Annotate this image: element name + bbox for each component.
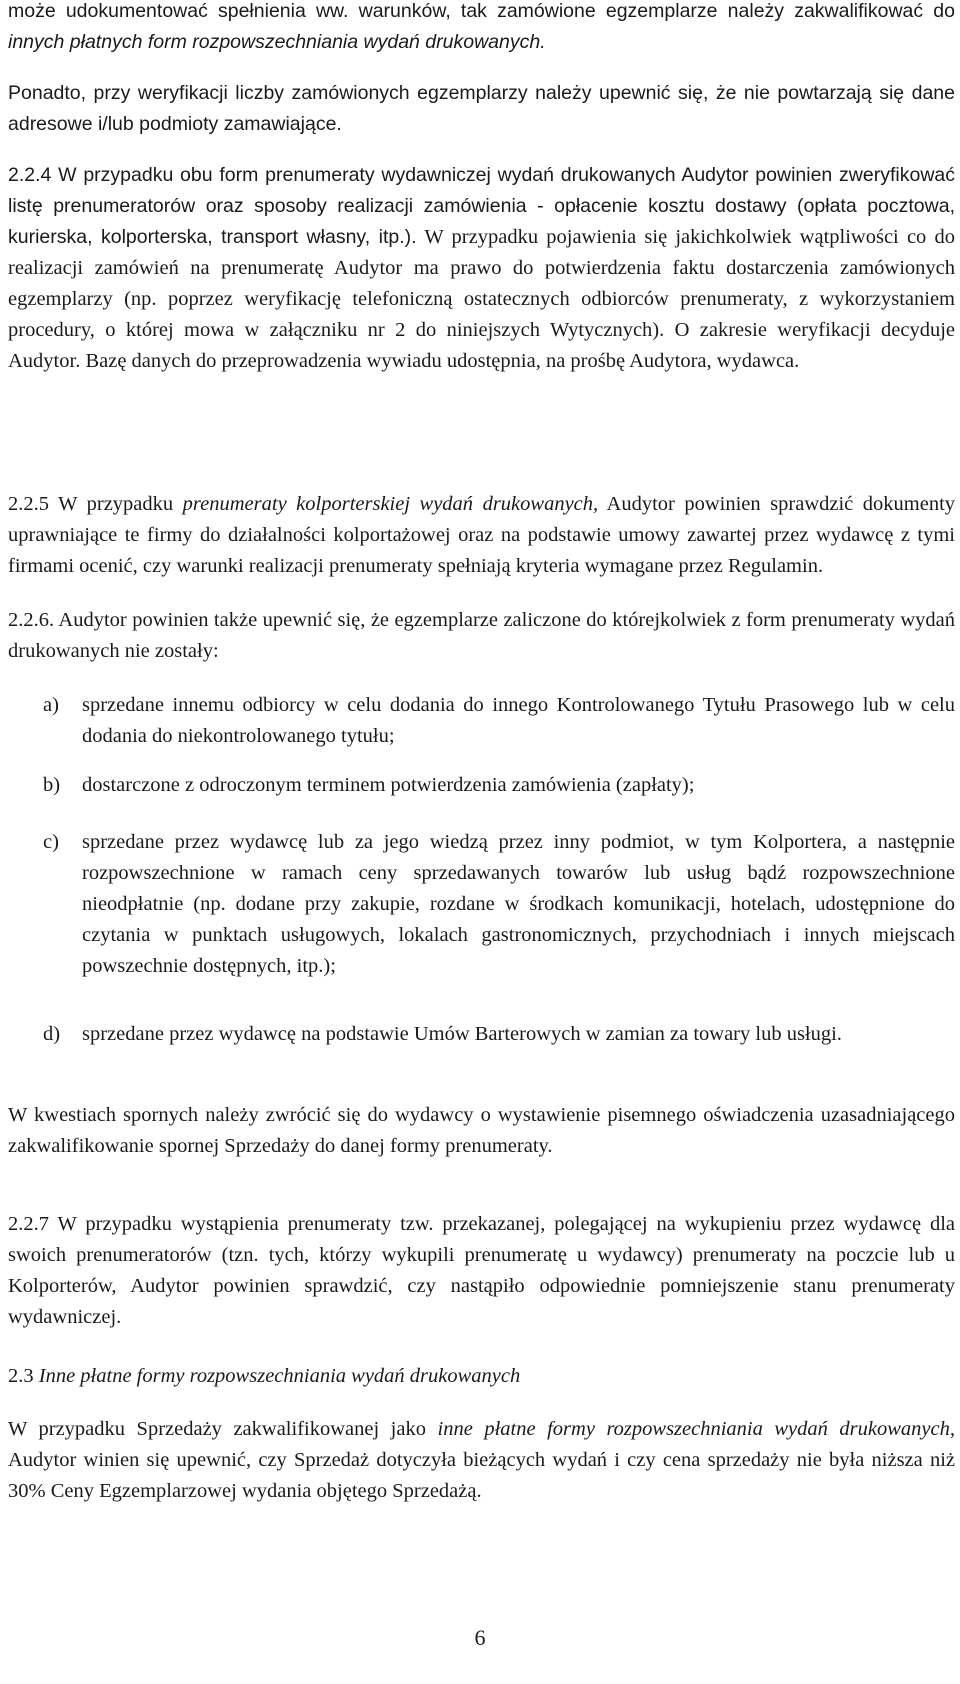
list-item: [8, 690, 955, 752]
italic-text: innych płatnych form rozpowszechniania wydań drukowanych.: [8, 31, 546, 53]
list-item-text: sprzedane przez wydawcę lub za jego wiedzą przez inny podmiot, w tym Kolportera, a następnie rozpowszechnione w ramach ceny sprzedawanych towarów lub usług bądź rozpowszechnione nieodpłatnie (np. dodane przy zakupie, rozdane w środkach komunikacji, hotelach, udostępnione do czytania w punktach usługowych, lokalach gastronomicznych, przychodniach i innych miejscach powszechnie dostępnych, itp.);: [82, 831, 955, 977]
list-marker: b): [43, 774, 61, 796]
paragraph-text: 2.2.7 W przypadku wystąpienia prenumeraty tzw. przekazanej, polegającej na wykupieniu przez wydawcę dla swoich prenumeratorów (tzn. tych, którzy wykupili prenumeratę u wydawcy) prenumeraty na poczcie lub u Kolporterów, Audytor powinien sprawdzić, czy nastąpiło odpowiednie pomniejszenie stanu prenumeraty wydawniczej.: [8, 1213, 955, 1328]
list-item-text: sprzedane przez wydawcę na podstawie Umów Barterowych w zamian za towary lub usługi.: [82, 1023, 842, 1045]
paragraph-text: 2.2.6. Audytor powinien także upewnić się, że egzemplarze zaliczone do którejkolwiek z form prenumeraty wydań drukowanych nie zostały:: [8, 609, 955, 662]
paragraph-text: 2.2.5 W przypadku: [8, 493, 174, 515]
paragraph-2-3: [8, 1414, 955, 1507]
paragraph-text: Audytor winien się upewnić, czy Sprzedaż dotyczyła bieżących wydań i czy cena sprzedaży nie była niższa niż 30% Ceny Egzemplarzowej wydania objętego Sprzedażą.: [8, 1449, 955, 1502]
list-item-text: dostarczone z odroczonym terminem potwierdzenia zamówienia (zapłaty);: [82, 774, 695, 796]
paragraph-text: Ponadto, przy weryfikacji liczby zamówionych egzemplarzy należy upewnić się, że nie powtarzają się dane adresowe i/lub podmioty zamawiające.: [8, 82, 955, 135]
paragraph-text: może udokumentować spełnienia ww. warunków, tak zamówione egzemplarze należy zakwalifikować do: [8, 0, 955, 22]
list-marker: c): [43, 831, 59, 853]
paragraph-text: Audytor powinien sprawdzić dokumenty uprawniające te firmy do działalności kolportażowej oraz na podstawie umowy zawartej przez wydawcę z tymi firmami ocenić, czy warunki realizacji prenumeraty spełniają kryteria wymagane przez Regulamin.: [8, 493, 956, 577]
paragraph-2-2-6: [8, 605, 955, 667]
list-marker: a): [43, 694, 59, 716]
list-item-text: sprzedane innemu odbiorcy w celu dodania do innego Kontrolowanego Tytułu Prasowego lub w celu dodania do niekontrolowanego tytułu;: [82, 694, 955, 747]
section-heading: [8, 1361, 955, 1392]
paragraph-text: 2.2.4 W przypadku obu form prenumeraty wydawniczej wydań drukowanych Audytor powinien zweryfikować listę prenumeratorów oraz sposoby realizacji zamówienia - opłacenie kosztu dostawy (opłata pocztowa, kurierska, kolporterska, transport własny, itp.).: [8, 164, 955, 248]
paragraph-2-2-7: [8, 1209, 955, 1333]
paragraph-text: W przypadku pojawienia się jakichkolwiek wątpliwości co do realizacji zamówień na prenumeratę Audytor ma prawo do potwierdzenia faktu dostarczenia zamówionych egzemplarzy (np. poprzez weryfikację telefoniczną ostatecznych odbiorców prenumeraty, z wykorzystaniem procedury, o której mowa w załączniku nr 2 do niniejszych Wytycznych). O zakresie weryfikacji decyduje Audytor. Bazę danych do przeprowadzenia wywiadu udostępnia, na prośbę Audytora, wydawca.: [8, 226, 955, 372]
page-number: 6: [474, 1625, 486, 1650]
paragraph-text: W kwestiach spornych należy zwrócić się do wydawcy o wystawienie pisemnego oświadczenia uzasadniającego zakwalifikowanie spornej Sprzedaży do danej formy prenumeraty.: [8, 1104, 955, 1157]
paragraph-addresses: [8, 78, 955, 140]
paragraph-continuation: [8, 0, 955, 58]
italic-text: prenumeraty kolporterskiej wydań drukowanych,: [182, 493, 599, 515]
section-title: Inne płatne formy rozpowszechniania wydań drukowanych: [38, 1365, 521, 1387]
list-item: [8, 1019, 955, 1050]
list-item: [8, 827, 955, 982]
list-marker: d): [43, 1023, 61, 1045]
paragraph-disputes: [8, 1100, 955, 1162]
italic-text: inne płatne formy rozpowszechniania wydań drukowanych,: [437, 1418, 956, 1440]
paragraph-text: W przypadku Sprzedaży zakwalifikowanej jako: [8, 1418, 426, 1440]
paragraph-2-2-4: [8, 160, 955, 377]
list-item: [8, 770, 955, 801]
paragraph-2-2-5: [8, 489, 955, 582]
section-number: 2.3: [8, 1365, 34, 1387]
